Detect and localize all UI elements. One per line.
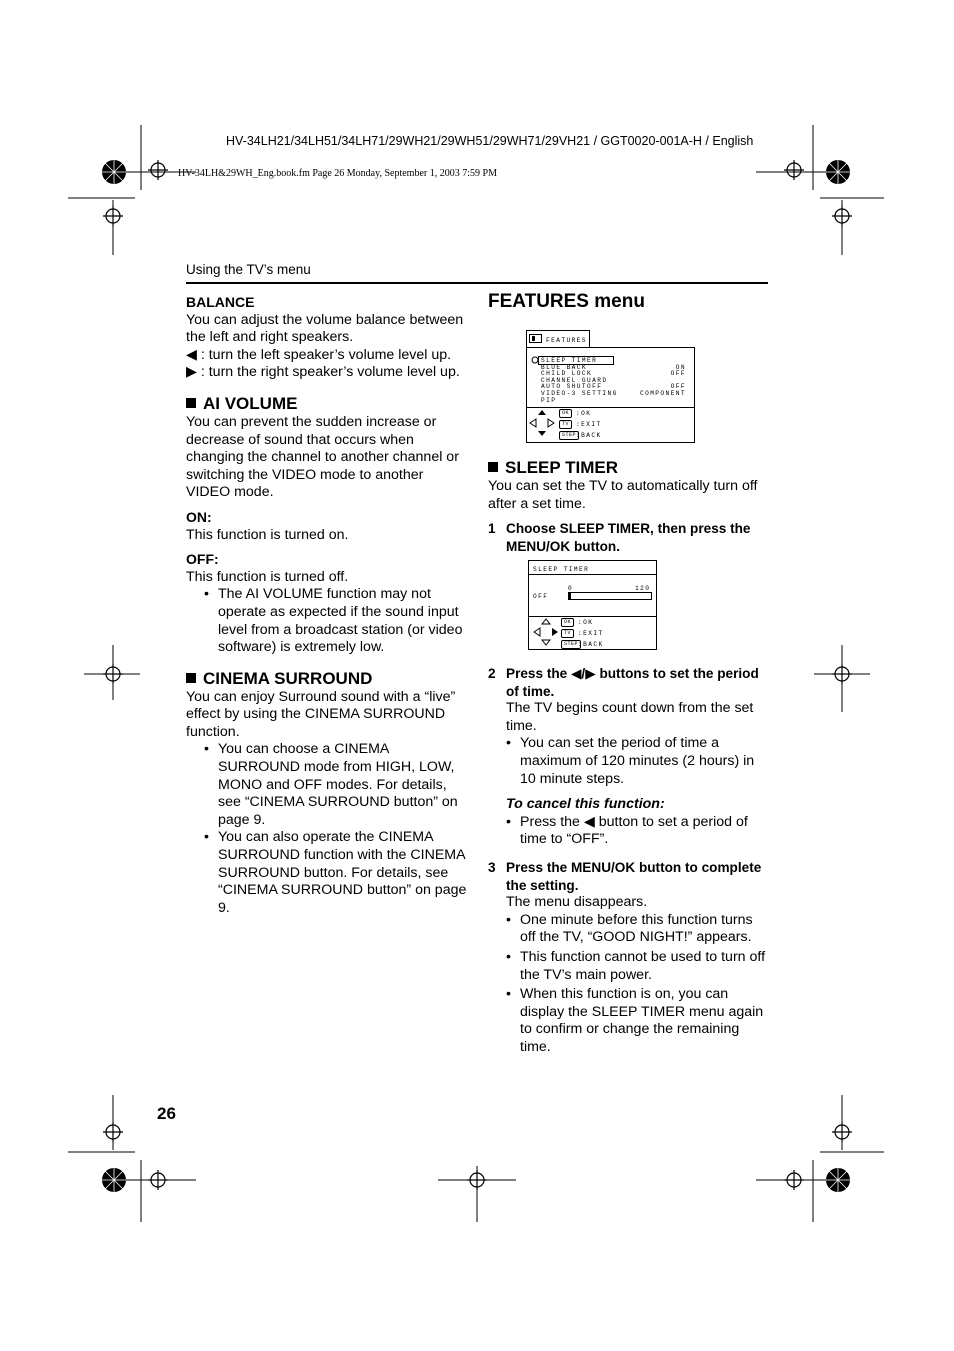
remote-key-label: :EXIT [576, 421, 602, 428]
book-file-line: HV-34LH&29WH_Eng.book.fm Page 26 Monday, September 1, 2003 7:59 PM [178, 168, 497, 179]
remote-key-icon: TV [559, 420, 572, 429]
square-bullet-icon [488, 462, 498, 472]
cinema-bullet-2: • You can also operate the CINEMA SURROUND function with the CINEMA SURROUND button. For details, see “CINEMA SURROUND button” on page 9. [204, 829, 467, 916]
features-osd-item[interactable]: PIP [541, 396, 557, 404]
step-3-bullet-3: • When this function is on, you can display the SLEEP TIMER menu again to confirm or change the remaining time. [506, 986, 764, 1055]
ai-volume-heading [186, 394, 471, 414]
sleep-timer-osd [528, 560, 658, 652]
remote-key-icon: STEP [559, 431, 579, 440]
features-osd-value: OFF [670, 370, 686, 378]
remote-key-label: :BACK [578, 641, 604, 648]
remote-key-icon: OK [559, 409, 572, 418]
square-bullet-icon [186, 673, 196, 683]
features-osd-item[interactable]: CHANNEL GUARD [541, 376, 608, 384]
header-rule [186, 282, 768, 284]
balance-text: You can adjust the volume balance between the left and right speakers. [186, 311, 464, 346]
remote-key-icon: STEP [561, 640, 581, 649]
step-2-bullet: • You can set the period of time a maximum of 120 minutes (2 hours) in 10 minute steps. [506, 735, 755, 787]
step-3-bullet-1: • One minute before this function turns off the TV, “GOOD NIGHT!” appears. [506, 911, 753, 946]
step-3-text: The menu disappears. [506, 894, 648, 911]
cinema-title: CINEMA SURROUND [203, 668, 373, 688]
step-2-text: The TV begins count down from the set time. [506, 700, 754, 734]
features-osd-value: COMPONENT [639, 390, 686, 397]
features-osd [526, 330, 696, 442]
sleep-title: SLEEP TIMER [505, 458, 619, 477]
features-osd-item[interactable]: AUTO SHUTOFF [541, 383, 603, 391]
step-1: 1 Choose SLEEP TIMER, then press the MENU/OK button. [488, 521, 751, 554]
remote-key-icon: OK [561, 618, 574, 627]
ai-volume-bullet: • The AI VOLUME function may not operate as expected if the sound input level from a broadcast station (or video software) is extremely low. [204, 586, 463, 656]
arrow-keys-icon [534, 619, 558, 645]
features-osd-item[interactable]: VIDEO-3 SETTING [541, 390, 618, 397]
on-label: ON: [186, 508, 212, 525]
ai-volume-title: AI VOLUME [203, 393, 298, 413]
sleep-osd-bar-fill [569, 593, 571, 599]
remote-key-label: :BACK [576, 432, 602, 439]
ai-volume-text: You can prevent the sudden increase or decrease of sound that occurs when changing the channel to another channel or switching the VIDEO mode to another VIDEO mode. [186, 413, 459, 501]
features-osd-item[interactable]: SLEEP TIMER [541, 357, 598, 364]
balance-right-line: ▶ : turn the right speaker’s volume level up. [186, 364, 460, 381]
remote-key-label: :OK [576, 410, 592, 417]
sleep-osd-max: 120 [635, 585, 651, 592]
sleep-osd-state: OFF [533, 593, 549, 600]
features-osd-item[interactable]: BLUE BACK [541, 363, 588, 371]
off-label: OFF: [186, 551, 219, 568]
sleep-osd-title: SLEEP TIMER [533, 566, 590, 573]
model-line: HV-34LH21/34LH51/34LH71/29WH21/29WH51/29WH71/29VH21 / GGT0020-001A-H / English [226, 134, 754, 148]
remote-key-icon: TV [561, 629, 574, 638]
sleep-text: You can set the TV to automatically turn off after a set time. [488, 478, 758, 512]
features-menu-title: FEATURES menu [488, 291, 645, 312]
features-tab-icon [529, 332, 543, 344]
features-osd-item[interactable]: CHILD LOCK [541, 370, 593, 378]
section-header: Using the TV’s menu [186, 262, 311, 277]
on-text: This function is turned on. [186, 526, 349, 543]
sleep-osd-bar [568, 592, 652, 600]
features-osd-value: ON [675, 363, 686, 371]
cancel-title: To cancel this function: [506, 796, 665, 813]
off-text: This function is turned off. [186, 568, 349, 585]
cancel-bullet: • Press the ◀ button to set a period of time to “OFF”. [506, 813, 748, 848]
step-3-bullet-2: • This function cannot be used to turn off the TV’s main power. [506, 948, 766, 983]
sleep-heading [488, 458, 770, 478]
cinema-bullet-1: • You can choose a CINEMA SURROUND mode from HIGH, LOW, MONO and OFF modes. For details, see “CINEMA SURROUND button” on page 9. [204, 741, 458, 828]
square-bullet-icon [186, 398, 196, 408]
right-column [488, 290, 770, 314]
pointer-icon [531, 356, 539, 364]
step-2: 2 Press the ◀/▶ buttons to set the period of time. [488, 666, 759, 699]
cinema-text: You can enjoy Surround sound with a “live” effect by using the CINEMA SURROUND function. [186, 688, 456, 740]
sleep-steps [488, 665, 770, 1056]
features-osd-value: OFF [670, 383, 686, 391]
step-3: 3 Press the MENU/OK button to complete the setting. [488, 859, 762, 893]
balance-title: BALANCE [186, 294, 255, 310]
sleep-osd-min: 0 [568, 585, 574, 592]
remote-key-label: :OK [578, 619, 594, 626]
features-tab-label: FEATURES [546, 337, 587, 344]
balance-left-line: ◀ : turn the left speaker’s volume level up. [186, 346, 452, 363]
left-column [186, 294, 471, 917]
page-number: 26 [157, 1104, 176, 1123]
cinema-heading [186, 669, 471, 689]
remote-key-label: :EXIT [578, 630, 604, 637]
arrow-keys-icon [530, 410, 554, 436]
sleep-section [488, 458, 770, 555]
